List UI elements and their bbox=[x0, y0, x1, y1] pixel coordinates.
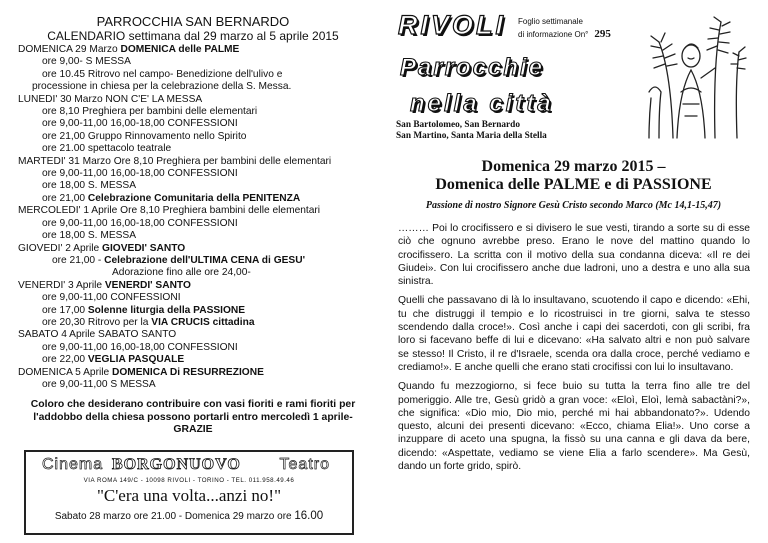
calendar-line bbox=[18, 367, 368, 379]
calendar-line bbox=[18, 106, 368, 118]
calendar-line bbox=[18, 180, 368, 192]
calendar-text: DOMENICA 5 Aprile bbox=[18, 366, 112, 378]
issue-info bbox=[518, 15, 611, 41]
article-title bbox=[396, 158, 751, 194]
flowers-note: Coloro che desiderano contribuire con vasi fioriti e rami fioriti per l'addobbo della chiesa possono portarli entro mercoledì 1 aprile- GRAZIE bbox=[30, 399, 356, 435]
issue-line2 bbox=[518, 28, 611, 41]
calendar-text: ore 9,00-11,00 16,00-18,00 CONFESSIONI bbox=[42, 168, 238, 180]
calendar-line bbox=[18, 143, 368, 155]
calendar-line bbox=[18, 44, 368, 56]
calendar-line bbox=[18, 56, 368, 68]
calendar-text: ore 9,00-11,00 CONFESSIONI bbox=[42, 292, 181, 304]
church-line1: San Bartolomeo, San Bernardo bbox=[396, 120, 520, 130]
calendar-text: ore 8,10 Preghiera per bambini delle elementari bbox=[42, 106, 258, 118]
calendar-text: ore 17,00 bbox=[42, 304, 88, 316]
film-title: "C'era una volta...anzi no!" bbox=[96, 486, 282, 505]
calendar-line bbox=[18, 305, 368, 317]
palm-procession-illustration bbox=[641, 12, 749, 140]
calendar-text: ore 21,00 - bbox=[52, 254, 105, 266]
calendar-line bbox=[18, 168, 368, 180]
cinema-address: VIA ROMA 149/C - 10098 RIVOLI - TORINO - TEL. 011.958.49.46 bbox=[83, 477, 295, 484]
calendar-text: ore 9,00-11,00 16,00-18,00 CONFESSIONI bbox=[42, 118, 238, 130]
article-title-line2: Domenica delle PALME e di PASSIONE bbox=[435, 176, 712, 193]
calendar-highlight: GIOVEDI' SANTO bbox=[102, 242, 186, 254]
calendar-lines bbox=[18, 44, 368, 391]
gospel-paragraph-1: ……… Poi lo crocifissero e si divisero le sue vesti, tirando a sorte su di esse ciò che ognuno avrebbe preso. Erano le nove del mattino quando lo crocifissero. La scritta con il motivo della sua condanna diceva: «Il re dei Giudei». Con lui crocifissero anche due ladroni, uno a destra e uno alla sua sinistra. bbox=[398, 223, 750, 288]
calendar-line bbox=[18, 255, 368, 267]
calendar-text: ore 9,00- S MESSA bbox=[42, 56, 131, 68]
calendar-highlight: VIA CRUCIS cittadina bbox=[151, 316, 255, 328]
article-title-line1: Domenica 29 marzo 2015 – bbox=[481, 158, 666, 175]
masthead-parrocchie: Parrocchie bbox=[400, 54, 545, 81]
calendar-line bbox=[18, 342, 368, 354]
calendar-highlight: VEGLIA PASQUALE bbox=[87, 354, 185, 366]
calendar-text: VENERDI' 3 Aprile bbox=[18, 279, 105, 291]
film-dates-text: Sabato 28 marzo ore 21.00 - Domenica 29 marzo ore bbox=[54, 511, 295, 522]
calendar-text: MERCOLEDI' 1 Aprile Ore 8,10 Preghiera bambini delle elementari bbox=[18, 205, 321, 217]
gospel-text bbox=[398, 222, 750, 479]
calendar-text: LUNEDI' 30 Marzo NON C'E' LA MESSA bbox=[18, 93, 203, 105]
calendar-highlight: VENERDI' SANTO bbox=[104, 279, 191, 291]
calendar-line bbox=[18, 379, 368, 391]
calendar-text: MARTEDI' 31 Marzo Ore 8,10 Preghiera per bambini delle elementari bbox=[18, 155, 332, 167]
calendar-text: ore 9,00-11,00 16,00-18,00 CONFESSIONI bbox=[42, 217, 238, 229]
calendar-line bbox=[18, 280, 368, 292]
calendar-line bbox=[18, 193, 368, 205]
calendar-text: ore 20,30 Ritrovo per la bbox=[42, 316, 152, 328]
church-line2: San Martino, Santa Maria della Stella bbox=[396, 131, 547, 141]
parish-title: PARROCCHIA SAN BERNARDO bbox=[96, 14, 290, 29]
issue-line1: Foglio settimanale bbox=[518, 17, 583, 26]
issue-number: 295 bbox=[594, 28, 611, 40]
calendar-highlight: Solenne liturgia della PASSIONE bbox=[87, 304, 246, 316]
calendar-line bbox=[18, 69, 368, 81]
calendar-line bbox=[18, 230, 368, 242]
calendar-text: ore 21.00 spettacolo teatrale bbox=[42, 143, 172, 155]
calendar-text: ore 10.45 Ritrovo nel campo- Benedizione dell'ulivo e bbox=[42, 68, 283, 80]
calendar-text: ore 21,00 Gruppo Rinnovamento nello Spirito bbox=[42, 130, 247, 142]
calendar-text: processione in chiesa per la celebrazione della S. Messa. bbox=[32, 81, 292, 93]
cinema-name: BORGONUOVO bbox=[112, 456, 241, 473]
calendar-column bbox=[18, 14, 368, 436]
calendar-line bbox=[18, 267, 368, 279]
calendar-text: ore 9,00-11,00 16,00-18,00 CONFESSIONI bbox=[42, 341, 238, 353]
calendar-text: ore 9,00-11,00 S MESSA bbox=[42, 378, 156, 390]
calendar-line bbox=[18, 292, 368, 304]
calendar-line bbox=[18, 329, 368, 341]
calendar-highlight: DOMENICA Di RESURREZIONE bbox=[111, 366, 264, 378]
gospel-paragraph-2: Quelli che passavano di là lo insultavano, scuotendo il capo e dicendo: «Ehi, tu che distruggi il tempio e lo ricostruisci in tre giorni, salva te stesso scendendo dalla croce!». Così anche i capi dei sacerdoti, con gli scribi, fra loro si facevano beffe di lui e dicevano: «Ha salvato altri e non può salvare se stesso! Il Cristo, il re d'Israele, scenda ora dalla croce, perché vediamo e crediamo!». E anche quelli che erano stati crocifissi con lui lo insultavano. bbox=[398, 295, 750, 373]
church-list bbox=[396, 120, 547, 142]
calendar-text: Adorazione fino alle ore 24,00- bbox=[112, 267, 251, 279]
calendar-line bbox=[18, 317, 368, 329]
calendar-line bbox=[18, 243, 368, 255]
masthead-rivoli: RIVOLI bbox=[398, 10, 507, 40]
gospel-paragraph-3: Quando fu mezzogiorno, si fece buio su tutta la terra fino alle tre del pomeriggio. Alle tre, Gesù gridò a gran voce: «Eloì, Eloì, lemà sabactàni?», che significa: «Dio mio, Dio mio, perché mi hai abbandonato?». Udendo questo, alcuni dei presenti dicevano: «Ecco, chiama Elia!». Uno corse a inzuppare di aceto una spugna, la fissò su una canna e gli dava da bere, dicendo: «Aspettate, vediamo se viene Elia a farlo scendere». Ma Gesù, dando un forte grido, spirò. bbox=[398, 381, 750, 473]
calendar-highlight: DOMENICA delle PALME bbox=[120, 44, 240, 55]
calendar-line bbox=[18, 131, 368, 143]
teatro-word: Teatro bbox=[279, 456, 330, 473]
calendar-line bbox=[18, 156, 368, 168]
calendar-text: GIOVEDI' 2 Aprile bbox=[18, 242, 103, 254]
calendar-text: ore 21,00 bbox=[42, 192, 88, 204]
calendar-text: ore 22,00 bbox=[42, 354, 88, 366]
calendar-line bbox=[18, 354, 368, 366]
calendar-text: SABATO 4 Aprile SABATO SANTO bbox=[18, 329, 177, 341]
article-subtitle: Passione di nostro Signore Gesù Cristo secondo Marco (Mc 14,1-15,47) bbox=[425, 200, 722, 211]
issue-label: di informazione On° bbox=[518, 30, 589, 39]
calendar-text: DOMENICA 29 Marzo bbox=[18, 44, 121, 55]
calendar-line bbox=[18, 218, 368, 230]
calendar-line bbox=[18, 81, 368, 93]
film-dates bbox=[26, 510, 352, 522]
calendar-line bbox=[18, 94, 368, 106]
calendar-line bbox=[18, 118, 368, 130]
masthead-nella-citta: nella città bbox=[410, 90, 554, 117]
calendar-line bbox=[18, 205, 368, 217]
calendar-highlight: Celebrazione dell'ULTIMA CENA di GESU' bbox=[104, 254, 305, 266]
calendar-text: ore 18,00 S. MESSA bbox=[42, 230, 137, 242]
cinema-word: Cinema bbox=[42, 456, 104, 473]
calendar-highlight: Celebrazione Comunitaria della PENITENZA bbox=[87, 192, 301, 204]
cinema-ad bbox=[24, 450, 354, 535]
film-dates-time: 16.00 bbox=[294, 510, 324, 522]
calendar-text: ore 18,00 S. MESSA bbox=[42, 180, 137, 192]
week-heading: CALENDARIO settimana dal 29 marzo al 5 aprile 2015 bbox=[47, 29, 339, 43]
